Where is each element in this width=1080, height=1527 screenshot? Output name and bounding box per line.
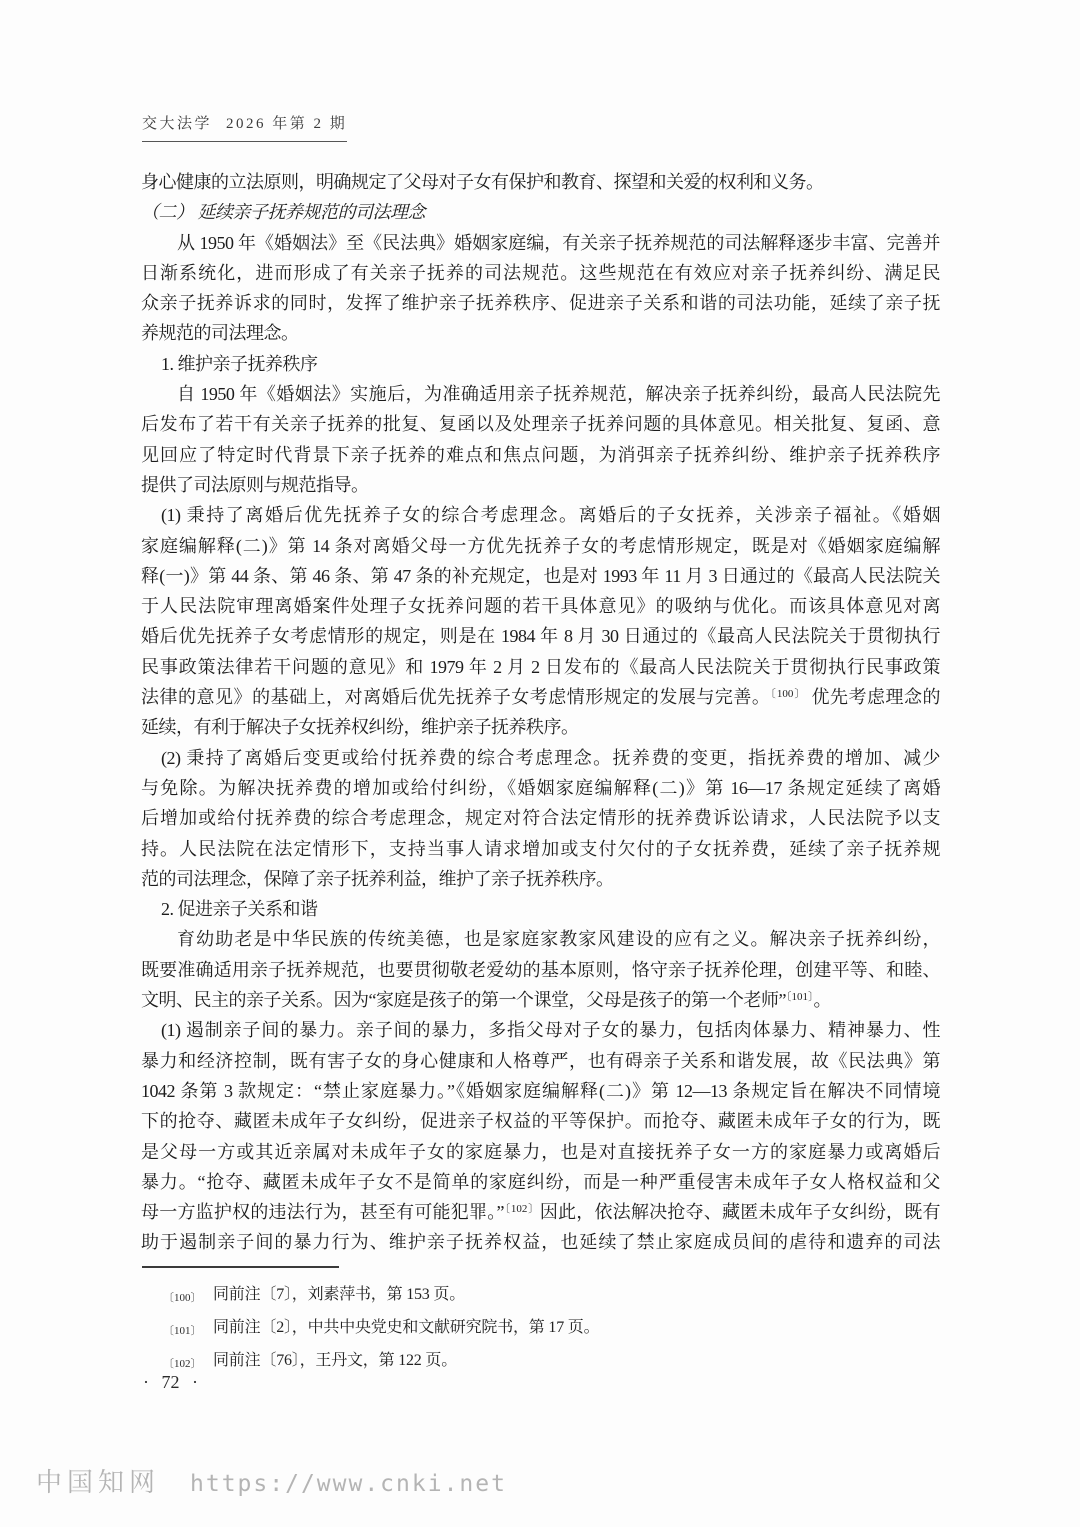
text-line: 暴力和经济控制，既有害子女的身心健康和人格尊严，也有碍亲子关系和谐发展，故《民法典》第	[141, 1050, 940, 1071]
running-head	[142, 112, 347, 142]
footnote-marker: 〔101〕	[163, 1325, 202, 1337]
text-line: 身心健康的立法原则，明确规定了父母对子女有保护和教育、探望和关爱的权利和义务。	[141, 172, 824, 192]
text-line: 于人民法院审理离婚案件处理子女抚养问题的若干具体意见》的吸纳与优化。而该具体意见对离	[141, 596, 940, 617]
footnote-rule	[142, 1266, 339, 1268]
text-line: 助于遏制亲子间的暴力行为、维护亲子抚养权益，也延续了禁止家庭成员间的虐待和遗弃的司法	[141, 1232, 940, 1253]
footnote-item	[141, 1284, 940, 1306]
footnote-text: 同前注〔7〕，刘素萍书，第 153 页。	[213, 1286, 466, 1303]
text-line: 后发布了若干有关亲子抚养的批复、复函以及处理亲子抚养问题的具体意见。相关批复、复函、意	[141, 414, 940, 435]
footnote-section	[141, 1256, 940, 1383]
footnote-ref: 〔101〕	[785, 991, 814, 1004]
footnote-ref: 〔102〕	[503, 1203, 540, 1216]
footnote-marker: 〔100〕	[163, 1292, 202, 1304]
footnote-item	[141, 1350, 940, 1372]
watermark-url: https://www.cnki.net	[190, 1471, 507, 1497]
text-line: (2) 秉持了离婚后变更或给付抚养费的综合考虑理念。抚养费的变更，指抚养费的增加、减少	[161, 747, 940, 768]
text-line: 暴力。“抢夺、藏匿未成年子女不是简单的家庭纠纷，而是一种严重侵害未成年子女人格权益和父	[141, 1171, 940, 1192]
text-line: 与免除。为解决抚养费的增加或给付纠纷，《婚姻家庭编解释(二)》第 16—17 条规定延续了离婚	[141, 777, 940, 798]
footnote-text: 同前注〔2〕，中共中央党史和文献研究院书，第 17 页。	[213, 1319, 600, 1336]
text-line: 自 1950 年《婚姻法》实施后，为准确适用亲子抚养规范，解决亲子抚养纠纷，最高人民法院先	[177, 384, 940, 405]
text-line: 日渐系统化，进而形成了有关亲子抚养的司法规范。这些规范在有效应对亲子抚养纠纷、满足民	[141, 262, 940, 283]
text-line: 母一方监护权的违法行为，甚至有可能犯罪。”$^{〔102〕}$因此，依法解决抢夺、藏匿未成年子女纠纷，既有	[141, 1202, 940, 1223]
text-line: 从 1950 年《婚姻法》至《民法典》婚姻家庭编，有关亲子抚养规范的司法解释逐步丰富、完善并	[177, 232, 940, 253]
text-line: 延续，有利于解决子女抚养权纠纷，维护亲子抚养秩序。	[141, 717, 579, 738]
text-line: 养规范的司法理念。	[141, 323, 299, 344]
footnote-ref: 〔100〕	[770, 688, 807, 701]
footnote-list	[141, 1284, 940, 1372]
section-heading: 2. 促进亲子关系和谐	[161, 899, 318, 920]
text-line: 释(一)》第 44 条、第 46 条、第 47 条的补充规定，也是对 1993 年 11 月 3 日通过的《最高人民法院关	[141, 565, 940, 586]
text-line: 家庭编解释(二)》第 14 条对离婚父母一方优先抚养子女的考虑情形规定，既是对《婚姻家庭编解	[141, 535, 940, 556]
text-line: 见回应了特定时代背景下亲子抚养的难点和焦点问题，为消弭亲子抚养纠纷、维护亲子抚养秩序	[141, 444, 940, 465]
watermark-brand: 中国知网	[36, 1468, 161, 1497]
page-number: · 72 ·	[143, 1372, 198, 1392]
running-head-issue: 2026 年第 2 期	[226, 116, 348, 132]
text-line: 既要准确适用亲子抚养规范，也要贯彻敬老爱幼的基本原则，恪守亲子抚养伦理，创建平等、和睦、	[141, 959, 940, 980]
section-heading: （二） 延续亲子抚养规范的司法理念	[141, 202, 425, 223]
text-line: 民事政策法律若干问题的意见》和 1979 年 2 月 2 日发布的《最高人民法院关于贯彻执行民事政策	[141, 656, 940, 677]
text-line: (1) 秉持了离婚后优先抚养子女的综合考虑理念。离婚后的子女抚养，关涉亲子福祉。《婚姻	[161, 505, 940, 526]
article-body	[141, 167, 940, 1258]
text-line: 1042 条第 3 款规定：“禁止家庭暴力。”《婚姻家庭编解释(二)》第 12—13 条规定旨在解决不同情境	[141, 1080, 940, 1101]
footnote-text: 同前注〔76〕，王丹文，第 122 页。	[213, 1352, 458, 1369]
text-line: 育幼助老是中华民族的传统美德，也是家庭家教家风建设的应有之义。解决亲子抚养纠纷，	[177, 929, 940, 950]
text-line: 后增加或给付抚养费的综合考虑理念，规定对符合法定情形的抚养费诉讼请求，人民法院予以支	[141, 808, 940, 829]
footnote-marker: 〔102〕	[163, 1358, 202, 1370]
text-line: 法律的意见》的基础上，对离婚后优先抚养子女考虑情形规定的发展与完善。$^{〔100〕}$ 优先考虑理念的	[141, 687, 940, 708]
text-line: 是父母一方或其近亲属对未成年子女的家庭暴力，也是对直接抚养子女一方的家庭暴力或离婚后	[141, 1141, 940, 1162]
text-line: 下的抢夺、藏匿未成年子女纠纷，促进亲子权益的平等保护。而抢夺、藏匿未成年子女的行为，既	[141, 1111, 940, 1132]
running-head-journal: 交大法学	[142, 116, 213, 132]
text-line: 提供了司法原则与规范指导。	[141, 474, 369, 495]
text-line: (1) 遏制亲子间的暴力。亲子间的暴力，多指父母对子女的暴力，包括肉体暴力、精神暴力、性	[161, 1020, 940, 1041]
watermark	[36, 1462, 507, 1499]
footnote-item	[141, 1317, 940, 1339]
section-heading: 1. 维护亲子抚养秩序	[161, 353, 318, 374]
text-line: 范的司法理念，保障了亲子抚养利益，维护了亲子抚养秩序。	[141, 868, 614, 889]
text-line: 众亲子抚养诉求的同时，发挥了维护亲子抚养秩序、促进亲子关系和谐的司法功能，延续了亲子抚	[141, 293, 940, 314]
text-line: 文明、民主的亲子关系。因为“家庭是孩子的第一个课堂，父母是孩子的第一个老师”$^{〔101〕}$。	[141, 990, 831, 1011]
text-line: 持。人民法院在法定情形下，支持当事人请求增加或支付欠付的子女抚养费，延续了亲子抚养规	[141, 838, 940, 859]
text-line: 婚后优先抚养子女考虑情形的规定，则是在 1984 年 8 月 30 日通过的《最高人民法院关于贯彻执行	[141, 626, 940, 647]
